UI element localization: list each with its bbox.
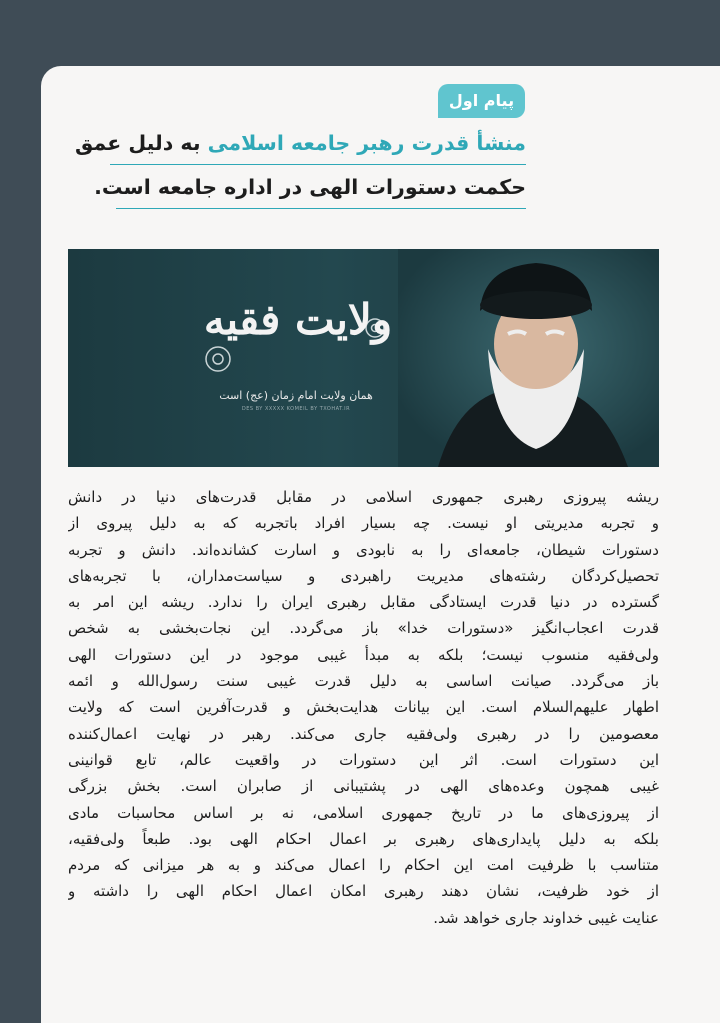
body-line: این دستورات است. اثر این دستورات در واقعیت عالم، تابع قوانینی bbox=[68, 750, 659, 769]
body-line: تحصیل‌کردگان رشته‌های مدیریت راهبردی و سیاست‌مداران، با تجربه‌های bbox=[68, 566, 659, 585]
body-line: گسترده در دنیا قدرت ایستادگی مقابل رهبری ایران را ندارد. ریشه این امر به bbox=[68, 593, 659, 612]
body-line: بلکه به دلیل پایداری‌های رهبری بر اعمال احکام الهی بود. طبعاً ولی‌فقیه، bbox=[68, 829, 659, 848]
ornament-left bbox=[198, 339, 238, 379]
body-line: از خود ظرفیت، نشان دهند رهبری امکان اعمال احکام الهی را داشته و bbox=[68, 882, 659, 901]
headline-underline1 bbox=[110, 164, 526, 165]
banner-subtitle: همان ولایت امام زمان (عج) است bbox=[219, 389, 373, 402]
body-line: اطهار علیهم‌السلام است. این بیانات هدایت‌بخش و قدرت‌آفرین است که ولایت bbox=[68, 698, 659, 717]
message-tag: پیام اول bbox=[438, 84, 525, 118]
headline-rest: به دلیل عمق bbox=[75, 131, 201, 155]
body-line: متناسب با ظرفیت امت این احکام را اعمال می‌کند و به هر میزانی که مردم bbox=[68, 856, 659, 875]
body-line: باز می‌گردد. صیانت اساسی به دلیل قدرت غیبی سنت رسول‌الله و ائمه bbox=[68, 672, 659, 691]
body-paragraph bbox=[68, 484, 659, 931]
headline-line2: حکمت دستورات الهی در اداره جامعه است. bbox=[94, 175, 526, 199]
body-line: از پیروزی‌های ما در تاریخ جمهوری اسلامی، نه بر اساس محاسبات مادی bbox=[68, 803, 659, 822]
banner-image bbox=[68, 249, 659, 467]
body-line: دستورات شیطان، جامعه‌ای را به نابودی و اسارت کشانده‌اند. دانش و تجربه bbox=[68, 540, 659, 559]
body-line: غیبی همچون وعده‌های الهی در پشتیبانی از صابران است. بخش بزرگی bbox=[68, 777, 659, 796]
banner-title: ولایت فقیه bbox=[203, 295, 393, 344]
headline-line1 bbox=[75, 131, 526, 155]
body-line: عنایت غیبی خداوند جاری خواهد شد. bbox=[433, 908, 659, 927]
banner-credit: DES BY XXXXX KOMEIL BY TXOHAT.IR bbox=[241, 406, 351, 412]
body-line: ولی‌فقیه منسوب نیست؛ بلکه به مبدأ غیبی موجود در این دستورات الهی bbox=[68, 645, 659, 664]
headline-underline2 bbox=[116, 208, 526, 209]
body-line: و تجربه مدیریتی او نیست. چه بسیار افراد باتجربه که به دلیل پیروی از bbox=[68, 514, 659, 533]
cleric-portrait-illustration bbox=[398, 249, 659, 467]
body-line: قدرت اعجاب‌انگیز «دستورات خدا» باز می‌گردد. این نجات‌بخشی به شخص bbox=[68, 619, 659, 638]
body-line: معصومین را در رهبری ولی‌فقیه جاری می‌کند. رهبر در نهایت اعمال‌کننده bbox=[68, 724, 659, 743]
headline-accent: منشأ قدرت رهبر جامعه اسلامی bbox=[207, 131, 526, 155]
body-line: ریشه پیروزی رهبری جمهوری اسلامی در مقابل قدرت‌های دنیا در دانش bbox=[68, 488, 659, 506]
